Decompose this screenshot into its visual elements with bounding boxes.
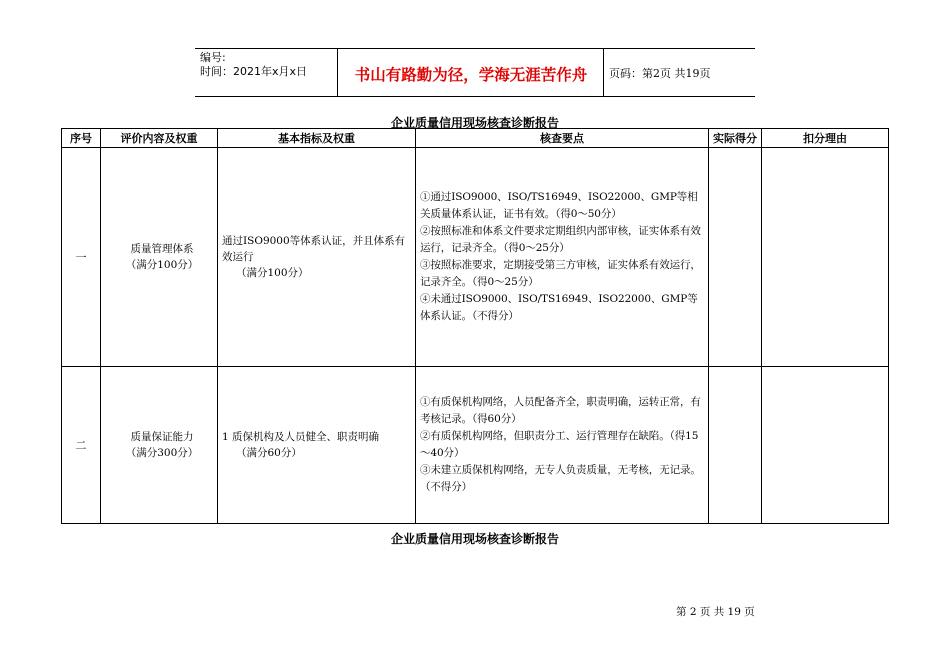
col-header-deduction: 扣分理由 bbox=[762, 129, 889, 148]
check-point-item: ④未通过ISO9000、ISO/TS16949、ISO22000、GMP等体系认证。（不得分） bbox=[420, 293, 698, 322]
header-page-info: 页码：第2页 共19页 bbox=[609, 67, 711, 80]
evaluation-item bbox=[101, 367, 218, 524]
report-title-repeat: 企业质量信用现场核查诊断报告 bbox=[390, 532, 559, 546]
header-motto: 书山有路勤为径，学海无涯苦作舟 bbox=[354, 66, 588, 84]
check-point-item: ①有质保机构网络，人员配备齐全，职责明确，运转正常，有考核记录。（得60分） bbox=[420, 396, 701, 425]
inspection-table bbox=[61, 128, 889, 524]
evaluation-item-name: 质量管理体系 bbox=[130, 243, 194, 255]
header-divider-left bbox=[337, 48, 338, 96]
report-title: 企业质量信用现场核查诊断报告 bbox=[390, 116, 559, 130]
row-number: 二 bbox=[62, 367, 101, 524]
document-date: 时间：2021年x月x日 bbox=[200, 65, 308, 78]
header-bottom-rule bbox=[195, 96, 755, 97]
indicator-weight: （满分100分） bbox=[236, 267, 309, 279]
indicator-weight: （满分60分） bbox=[236, 447, 302, 459]
check-points bbox=[416, 367, 709, 524]
table-row bbox=[62, 148, 889, 367]
check-point-item: ③按照标准要求，定期接受第三方审核，证实体系有效运行，记录齐全。（得0～25分） bbox=[420, 259, 701, 288]
col-header-score: 实际得分 bbox=[709, 129, 762, 148]
check-point-item: ③未建立质保机构网络，无专人负责质量，无考核，无记录。（不得分） bbox=[420, 464, 701, 493]
basic-indicator bbox=[218, 148, 416, 367]
check-point-item: ②按照标准和体系文件要求定期组织内部审核，证实体系有效运行，记录齐全。（得0～25分） bbox=[420, 225, 701, 254]
header-divider-right bbox=[603, 48, 604, 96]
col-header-indicator: 基本指标及权重 bbox=[218, 129, 416, 148]
actual-score-cell[interactable] bbox=[709, 148, 762, 367]
deduction-reason-cell[interactable] bbox=[762, 367, 889, 524]
header-top-rule bbox=[195, 48, 755, 49]
col-header-item: 评价内容及权重 bbox=[101, 129, 218, 148]
table-row bbox=[62, 367, 889, 524]
document-number-label: 编号: bbox=[200, 51, 226, 64]
header-meta bbox=[200, 51, 307, 79]
basic-indicator bbox=[218, 367, 416, 524]
evaluation-item-weight: （满分300分） bbox=[125, 447, 199, 459]
page-footer: 第 2 页 共 19 页 bbox=[676, 606, 755, 618]
actual-score-cell[interactable] bbox=[709, 367, 762, 524]
check-point-item: ①通过ISO9000、ISO/TS16949、ISO22000、GMP等相关质量体系认证，证书有效。（得0～50分） bbox=[420, 191, 698, 220]
indicator-text: 通过ISO9000等体系认证，并且体系有效运行 bbox=[222, 235, 406, 263]
col-header-check-points: 核查要点 bbox=[416, 129, 709, 148]
evaluation-item bbox=[101, 148, 218, 367]
row-number: 一 bbox=[62, 148, 101, 367]
col-header-no: 序号 bbox=[62, 129, 101, 148]
check-points bbox=[416, 148, 709, 367]
check-point-item: ②有质保机构网络，但职责分工、运行管理存在缺陷。（得15～40分） bbox=[420, 430, 699, 459]
deduction-reason-cell[interactable] bbox=[762, 148, 889, 367]
evaluation-item-name: 质量保证能力 bbox=[130, 431, 194, 443]
evaluation-item-weight: （满分100分） bbox=[125, 259, 199, 271]
indicator-text: 1 质保机构及人员健全、职责明确 bbox=[222, 431, 380, 443]
table-header-row bbox=[62, 129, 889, 148]
